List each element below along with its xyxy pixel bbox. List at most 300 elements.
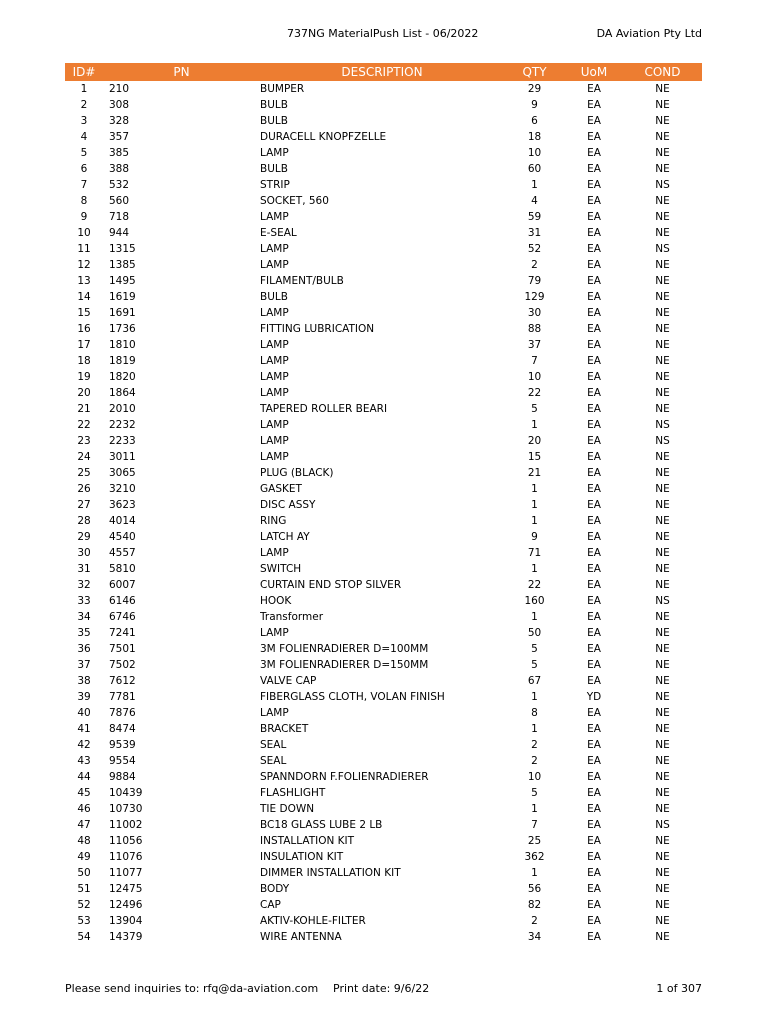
cond-cell: NE: [655, 931, 670, 943]
description-cell: DISC ASSY: [260, 499, 316, 511]
table-row: [65, 225, 702, 241]
id-cell: 11: [77, 243, 91, 255]
uom-cell: EA: [587, 259, 601, 271]
company-name: DA Aviation Pty Ltd: [596, 27, 702, 40]
description-cell: LAMP: [260, 627, 289, 639]
cond-cell: NS: [655, 595, 670, 607]
cond-cell: NS: [655, 179, 670, 191]
id-cell: 54: [77, 931, 91, 943]
pn-cell: 4557: [109, 547, 136, 559]
pn-cell: 7501: [109, 643, 136, 655]
qty-cell: 71: [527, 547, 542, 559]
id-cell: 20: [77, 387, 91, 399]
uom-cell: EA: [587, 787, 601, 799]
table-row: [65, 689, 702, 705]
description-cell: HOOK: [260, 595, 292, 607]
cond-cell: NE: [655, 147, 670, 159]
id-cell: 41: [77, 723, 91, 735]
cond-cell: NE: [655, 99, 670, 111]
description-cell: BULB: [260, 163, 288, 175]
id-cell: 27: [77, 499, 91, 511]
table-row: [65, 465, 702, 481]
cond-cell: NS: [655, 243, 670, 255]
id-cell: 23: [77, 435, 91, 447]
id-cell: 52: [77, 899, 91, 911]
uom-cell: EA: [587, 899, 601, 911]
id-cell: 50: [77, 867, 91, 879]
table-row: [65, 913, 702, 929]
pn-cell: 560: [109, 195, 130, 207]
table-row: [65, 129, 702, 145]
pn-cell: 6007: [109, 579, 136, 591]
pn-cell: 308: [109, 99, 130, 111]
id-cell: 30: [77, 547, 91, 559]
cond-cell: NE: [655, 499, 670, 511]
cond-cell: NE: [655, 659, 670, 671]
qty-cell: 4: [531, 195, 538, 207]
description-cell: 3M FOLIENRADIERER D=100MM: [260, 643, 429, 655]
description-cell: LAMP: [260, 355, 289, 367]
pn-cell: 9539: [109, 739, 136, 751]
uom-cell: EA: [587, 531, 601, 543]
pn-cell: 11056: [109, 835, 143, 847]
description-cell: INSULATION KIT: [260, 851, 344, 863]
cond-cell: NE: [655, 211, 670, 223]
table-row: [65, 305, 702, 321]
uom-cell: EA: [587, 915, 601, 927]
uom-cell: EA: [587, 131, 601, 143]
col-header-id: ID#: [65, 63, 103, 81]
pn-cell: 9884: [109, 771, 136, 783]
qty-cell: 37: [527, 339, 542, 351]
uom-cell: EA: [587, 563, 601, 575]
qty-cell: 1: [531, 179, 538, 191]
table-row: [65, 321, 702, 337]
table-row: [65, 449, 702, 465]
id-cell: 31: [77, 563, 91, 575]
description-cell: LAMP: [260, 419, 289, 431]
uom-cell: EA: [587, 675, 601, 687]
uom-cell: EA: [587, 243, 601, 255]
description-cell: 3M FOLIENRADIERER D=150MM: [260, 659, 429, 671]
table-row: [65, 81, 702, 97]
cond-cell: NE: [655, 627, 670, 639]
uom-cell: EA: [587, 595, 601, 607]
id-cell: 44: [77, 771, 91, 783]
id-cell: 49: [77, 851, 91, 863]
qty-cell: 5: [531, 659, 538, 671]
uom-cell: EA: [587, 83, 601, 95]
table-row: [65, 561, 702, 577]
qty-cell: 50: [527, 627, 542, 639]
uom-cell: EA: [587, 291, 601, 303]
description-cell: SWITCH: [260, 563, 302, 575]
cond-cell: NE: [655, 403, 670, 415]
qty-cell: 362: [524, 851, 545, 863]
materials-table: [65, 63, 702, 945]
cond-cell: NE: [655, 275, 670, 287]
description-cell: LAMP: [260, 243, 289, 255]
qty-cell: 5: [531, 403, 538, 415]
cond-cell: NE: [655, 227, 670, 239]
description-cell: LATCH AY: [260, 531, 310, 543]
id-cell: 12: [77, 259, 91, 271]
table-row: [65, 497, 702, 513]
id-cell: 16: [77, 323, 91, 335]
pn-cell: 3011: [109, 451, 136, 463]
description-cell: RING: [260, 515, 287, 527]
pn-cell: 5810: [109, 563, 136, 575]
pn-cell: 1385: [109, 259, 136, 271]
uom-cell: EA: [587, 339, 601, 351]
uom-cell: EA: [587, 387, 601, 399]
cond-cell: NE: [655, 867, 670, 879]
pn-cell: 12496: [109, 899, 143, 911]
cond-cell: NE: [655, 83, 670, 95]
qty-cell: 7: [531, 819, 538, 831]
description-cell: FIBERGLASS CLOTH, VOLAN FINISH: [260, 691, 445, 703]
description-cell: LAMP: [260, 451, 289, 463]
cond-cell: NE: [655, 771, 670, 783]
description-cell: AKTIV-KOHLE-FILTER: [260, 915, 366, 927]
id-cell: 22: [77, 419, 91, 431]
cond-cell: NE: [655, 467, 670, 479]
uom-cell: EA: [587, 883, 601, 895]
qty-cell: 2: [531, 755, 538, 767]
uom-cell: EA: [587, 771, 601, 783]
print-date: Print date: 9/6/22: [333, 982, 430, 995]
pn-cell: 10730: [109, 803, 143, 815]
pn-cell: 1736: [109, 323, 136, 335]
table-row: [65, 785, 702, 801]
cond-cell: NE: [655, 851, 670, 863]
pn-cell: 1691: [109, 307, 136, 319]
pn-cell: 718: [109, 211, 130, 223]
uom-cell: EA: [587, 659, 601, 671]
cond-cell: NE: [655, 835, 670, 847]
qty-cell: 1: [531, 723, 538, 735]
id-cell: 10: [77, 227, 91, 239]
pn-cell: 385: [109, 147, 130, 159]
list-title: 737NG MaterialPush List - 06/2022: [287, 27, 479, 40]
id-cell: 36: [77, 643, 91, 655]
id-cell: 5: [80, 147, 88, 159]
qty-cell: 31: [527, 227, 542, 239]
uom-cell: EA: [587, 579, 601, 591]
uom-cell: EA: [587, 819, 601, 831]
uom-cell: EA: [587, 163, 601, 175]
qty-cell: 1: [531, 515, 538, 527]
uom-cell: EA: [587, 403, 601, 415]
qty-cell: 29: [527, 83, 542, 95]
table-row: [65, 161, 702, 177]
cond-cell: NE: [655, 115, 670, 127]
id-cell: 6: [80, 163, 88, 175]
uom-cell: EA: [587, 755, 601, 767]
id-cell: 35: [77, 627, 91, 639]
qty-cell: 82: [527, 899, 542, 911]
uom-cell: EA: [587, 723, 601, 735]
uom-cell: EA: [587, 227, 601, 239]
description-cell: LAMP: [260, 547, 289, 559]
uom-cell: EA: [587, 371, 601, 383]
cond-cell: NS: [655, 435, 670, 447]
id-cell: 18: [77, 355, 91, 367]
qty-cell: 34: [527, 931, 542, 943]
uom-cell: EA: [587, 211, 601, 223]
id-cell: 19: [77, 371, 91, 383]
qty-cell: 5: [531, 787, 538, 799]
pn-cell: 11002: [109, 819, 143, 831]
table-row: [65, 417, 702, 433]
col-header-qty: QTY: [504, 63, 565, 81]
description-cell: BRACKET: [260, 723, 309, 735]
table-row: [65, 433, 702, 449]
col-header-cond: COND: [623, 63, 702, 81]
uom-cell: EA: [587, 851, 601, 863]
id-cell: 13: [77, 275, 91, 287]
pn-cell: 7781: [109, 691, 136, 703]
table-row: [65, 609, 702, 625]
qty-cell: 10: [527, 371, 542, 383]
pn-cell: 210: [109, 83, 130, 95]
pn-cell: 2233: [109, 435, 136, 447]
qty-cell: 1: [531, 419, 538, 431]
qty-cell: 5: [531, 643, 538, 655]
id-cell: 47: [77, 819, 91, 831]
qty-cell: 9: [531, 99, 538, 111]
qty-cell: 59: [527, 211, 542, 223]
cond-cell: NE: [655, 387, 670, 399]
description-cell: PLUG (BLACK): [260, 467, 334, 479]
description-cell: TIE DOWN: [260, 803, 315, 815]
pn-cell: 1495: [109, 275, 136, 287]
description-cell: GASKET: [260, 483, 302, 495]
table-row: [65, 529, 702, 545]
qty-cell: 67: [527, 675, 542, 687]
description-cell: INSTALLATION KIT: [260, 835, 355, 847]
pn-cell: 7241: [109, 627, 136, 639]
description-cell: LAMP: [260, 147, 289, 159]
description-cell: Transformer: [260, 611, 324, 623]
cond-cell: NE: [655, 371, 670, 383]
table-row: [65, 817, 702, 833]
inquiry-text: Please send inquiries to: rfq@da-aviation.com: [65, 982, 319, 995]
description-cell: BODY: [260, 883, 290, 895]
table-row: [65, 209, 702, 225]
page-number: 1 of 307: [656, 982, 702, 995]
pn-cell: 4540: [109, 531, 136, 543]
uom-cell: EA: [587, 451, 601, 463]
qty-cell: 88: [527, 323, 542, 335]
table-row: [65, 705, 702, 721]
table-row: [65, 577, 702, 593]
uom-cell: EA: [587, 931, 601, 943]
cond-cell: NE: [655, 563, 670, 575]
description-cell: DIMMER INSTALLATION KIT: [260, 867, 401, 879]
qty-cell: 6: [531, 115, 538, 127]
table-row: [65, 145, 702, 161]
description-cell: VALVE CAP: [260, 675, 317, 687]
uom-cell: EA: [587, 147, 601, 159]
uom-cell: EA: [587, 435, 601, 447]
id-cell: 8: [80, 195, 88, 207]
cond-cell: NE: [655, 643, 670, 655]
uom-cell: EA: [587, 707, 601, 719]
uom-cell: EA: [587, 483, 601, 495]
pn-cell: 3065: [109, 467, 136, 479]
qty-cell: 22: [527, 579, 542, 591]
id-cell: 38: [77, 675, 91, 687]
description-cell: LAMP: [260, 307, 289, 319]
table-row: [65, 737, 702, 753]
description-cell: LAMP: [260, 707, 289, 719]
cond-cell: NE: [655, 723, 670, 735]
cond-cell: NE: [655, 739, 670, 751]
uom-cell: EA: [587, 627, 601, 639]
pn-cell: 9554: [109, 755, 136, 767]
uom-cell: EA: [587, 611, 601, 623]
uom-cell: YD: [586, 691, 602, 703]
qty-cell: 8: [531, 707, 538, 719]
id-cell: 32: [77, 579, 91, 591]
pn-cell: 1810: [109, 339, 136, 351]
pn-cell: 14379: [109, 931, 143, 943]
id-cell: 42: [77, 739, 91, 751]
id-cell: 25: [77, 467, 91, 479]
uom-cell: EA: [587, 515, 601, 527]
pn-cell: 328: [109, 115, 130, 127]
cond-cell: NS: [655, 819, 670, 831]
table-row: [65, 241, 702, 257]
id-cell: 17: [77, 339, 91, 351]
id-cell: 46: [77, 803, 91, 815]
table-row: [65, 849, 702, 865]
qty-cell: 1: [531, 483, 538, 495]
description-cell: LAMP: [260, 435, 289, 447]
cond-cell: NE: [655, 323, 670, 335]
description-cell: SPANNDORN F.FOLIENRADIERER: [260, 771, 429, 783]
description-cell: TAPERED ROLLER BEARI: [260, 403, 388, 415]
pn-cell: 7876: [109, 707, 136, 719]
pn-cell: 7612: [109, 675, 136, 687]
description-cell: LAMP: [260, 339, 289, 351]
description-cell: WIRE ANTENNA: [260, 931, 342, 943]
cond-cell: NE: [655, 163, 670, 175]
id-cell: 48: [77, 835, 91, 847]
pn-cell: 1820: [109, 371, 136, 383]
qty-cell: 7: [531, 355, 538, 367]
id-cell: 3: [80, 115, 88, 127]
table-row: [65, 353, 702, 369]
id-cell: 39: [77, 691, 91, 703]
table-row: [65, 273, 702, 289]
qty-cell: 1: [531, 611, 538, 623]
description-cell: STRIP: [260, 179, 290, 191]
uom-cell: EA: [587, 419, 601, 431]
table-row: [65, 177, 702, 193]
qty-cell: 20: [527, 435, 542, 447]
cond-cell: NE: [655, 451, 670, 463]
id-cell: 24: [77, 451, 91, 463]
table-body: [65, 81, 702, 945]
pn-cell: 4014: [109, 515, 136, 527]
table-row: [65, 97, 702, 113]
uom-cell: EA: [587, 467, 601, 479]
qty-cell: 1: [531, 691, 538, 703]
col-header-uom: UoM: [565, 63, 623, 81]
uom-cell: EA: [587, 275, 601, 287]
description-cell: FILAMENT/BULB: [260, 275, 344, 287]
col-header-pn: PN: [103, 63, 260, 81]
qty-cell: 56: [527, 883, 542, 895]
cond-cell: NE: [655, 259, 670, 271]
cond-cell: NE: [655, 707, 670, 719]
table-row: [65, 881, 702, 897]
cond-cell: NE: [655, 611, 670, 623]
table-row: [65, 673, 702, 689]
table-row: [65, 801, 702, 817]
table-row: [65, 865, 702, 881]
qty-cell: 1: [531, 803, 538, 815]
cond-cell: NE: [655, 307, 670, 319]
table-row: [65, 385, 702, 401]
qty-cell: 9: [531, 531, 538, 543]
pn-cell: 388: [109, 163, 130, 175]
id-cell: 21: [77, 403, 91, 415]
table-row: [65, 897, 702, 913]
cond-cell: NE: [655, 483, 670, 495]
description-cell: CAP: [260, 899, 281, 911]
id-cell: 37: [77, 659, 91, 671]
uom-cell: EA: [587, 547, 601, 559]
id-cell: 40: [77, 707, 91, 719]
pn-cell: 3623: [109, 499, 136, 511]
qty-cell: 10: [527, 771, 542, 783]
description-cell: E-SEAL: [260, 227, 297, 239]
uom-cell: EA: [587, 307, 601, 319]
cond-cell: NE: [655, 547, 670, 559]
description-cell: SOCKET, 560: [260, 195, 329, 207]
table-row: [65, 641, 702, 657]
qty-cell: 15: [527, 451, 542, 463]
cond-cell: NS: [655, 419, 670, 431]
description-cell: SEAL: [260, 739, 287, 751]
qty-cell: 2: [531, 915, 538, 927]
cond-cell: NE: [655, 531, 670, 543]
id-cell: 14: [77, 291, 91, 303]
description-cell: CURTAIN END STOP SILVER: [260, 579, 402, 591]
qty-cell: 10: [527, 147, 542, 159]
id-cell: 34: [77, 611, 91, 623]
description-cell: FITTING LUBRICATION: [260, 323, 375, 335]
table-row: [65, 657, 702, 673]
pn-cell: 8474: [109, 723, 136, 735]
id-cell: 7: [80, 179, 88, 191]
cond-cell: NE: [655, 915, 670, 927]
description-cell: BUMPER: [260, 83, 305, 95]
uom-cell: EA: [587, 499, 601, 511]
cond-cell: NE: [655, 515, 670, 527]
pn-cell: 3210: [109, 483, 136, 495]
page-header: [65, 25, 702, 45]
id-cell: 51: [77, 883, 91, 895]
qty-cell: 160: [524, 595, 545, 607]
uom-cell: EA: [587, 867, 601, 879]
cond-cell: NE: [655, 787, 670, 799]
id-cell: 45: [77, 787, 91, 799]
pn-cell: 12475: [109, 883, 143, 895]
